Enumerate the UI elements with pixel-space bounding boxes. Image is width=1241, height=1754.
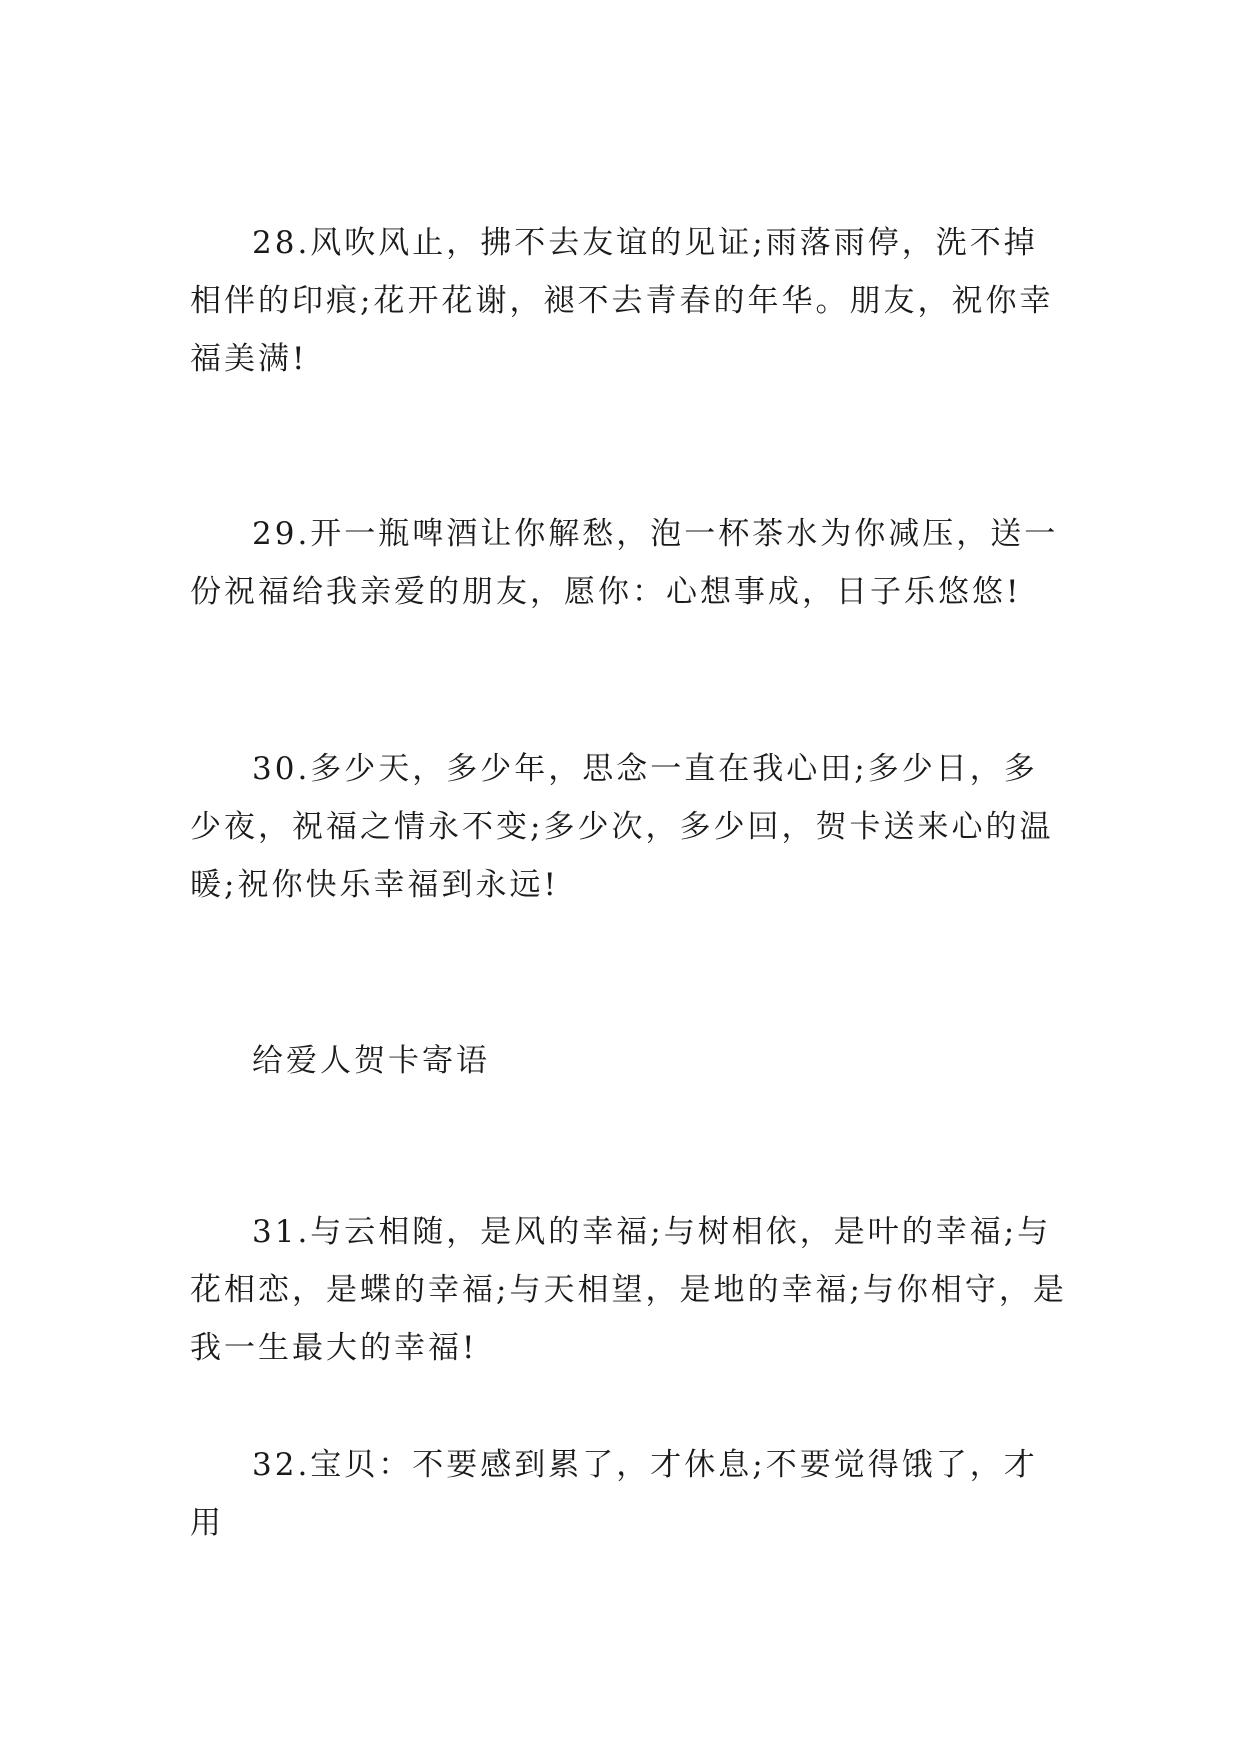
- paragraph-31: 31.与云相随，是风的幸福;与树相依，是叶的幸福;与花相恋，是蝶的幸福;与天相望，是地的幸福;与你相守，是我一生最大的幸福!: [190, 1214, 1067, 1366]
- paragraph-28: 28.风吹风止，拂不去友谊的见证;雨落雨停，洗不掉相伴的印痕;花开花谢，褪不去青春的年华。朋友，祝你幸福美满!: [190, 225, 1054, 377]
- paragraph-32: 32.宝贝：不要感到累了，才休息;不要觉得饿了，才用: [190, 1447, 1038, 1541]
- paragraph-29: 29.开一瓶啤酒让你解愁，泡一杯茶水为你减压，送一份祝福给我亲爱的朋友，愿你：心想事成，日子乐悠悠!: [190, 516, 1059, 610]
- section-heading: 给爱人贺卡寄语: [252, 1043, 490, 1079]
- paragraph-30: 30.多少天，多少年，思念一直在我心田;多少日，多少夜，祝福之情永不变;多少次，多少回，贺卡送来心的温暖;祝你快乐幸福到永远!: [190, 751, 1054, 903]
